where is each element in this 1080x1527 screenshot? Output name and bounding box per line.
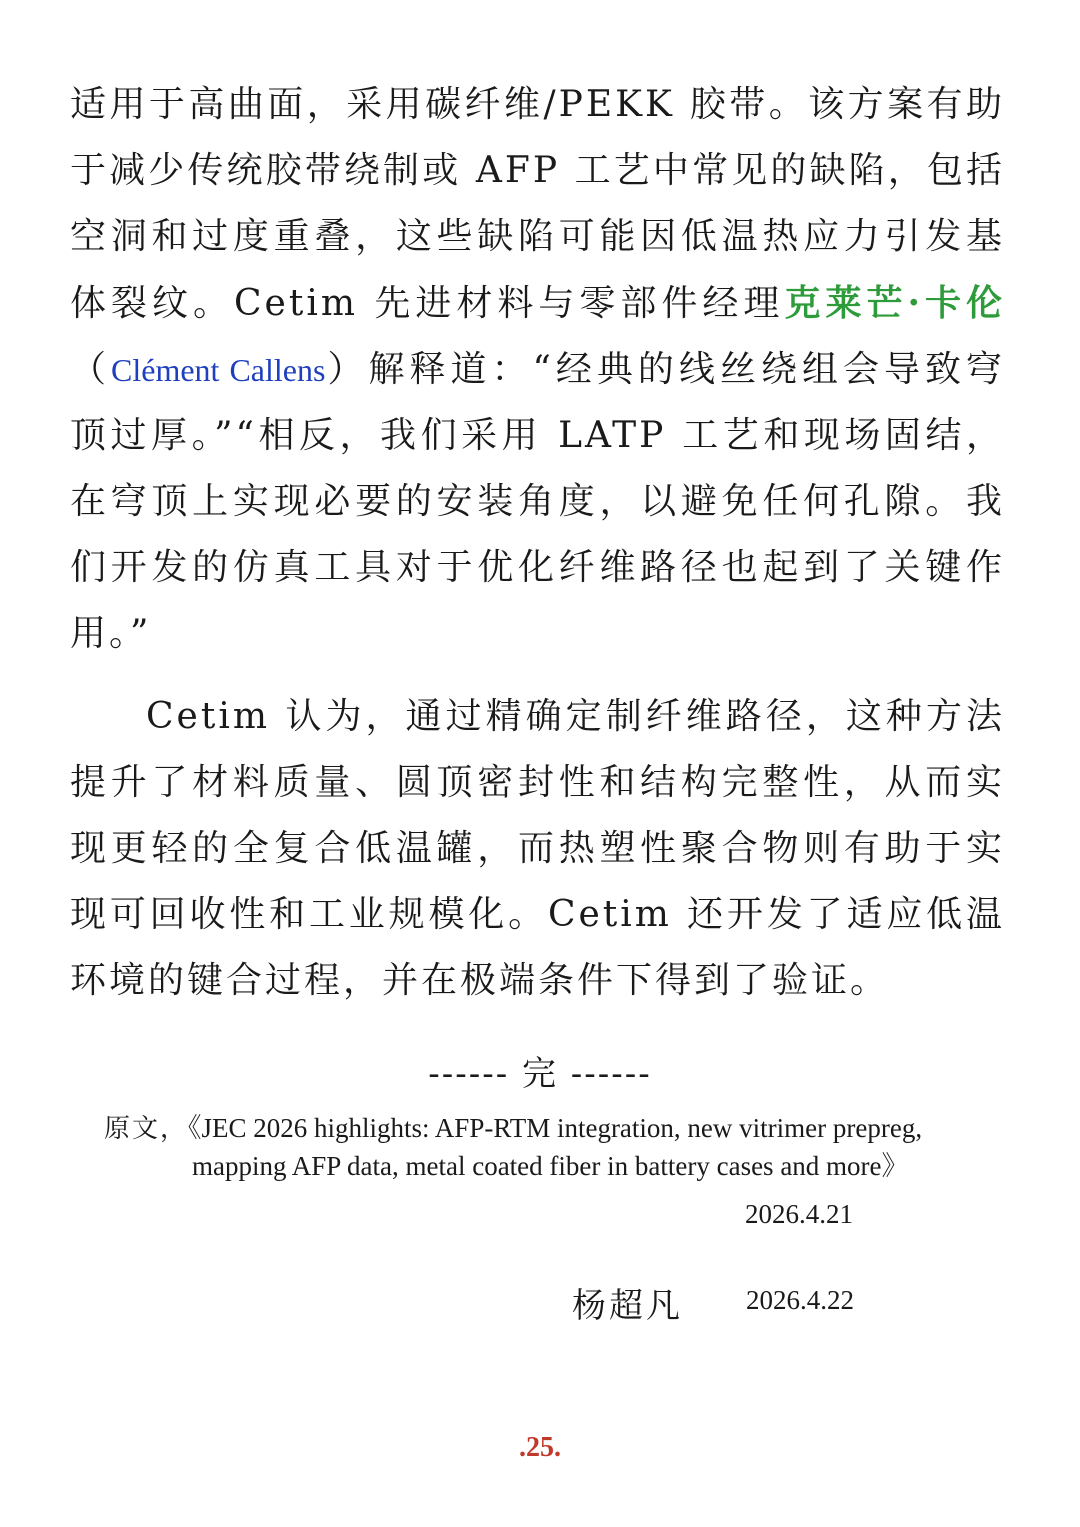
person-name-english: Clément Callens bbox=[111, 352, 326, 388]
person-name-chinese: 克莱芒·卡伦 bbox=[784, 282, 1005, 324]
source-title-line-1: 《JEC 2026 highlights: AFP-RTM integration, new vitrimer prepreg, bbox=[188, 1113, 923, 1143]
source-label: 原文， bbox=[104, 1114, 189, 1144]
page-number: .25. bbox=[519, 1432, 561, 1463]
article-paragraph-2: Cetim 认为，通过精确定制纤维路径，这种方法提升了材料质量、圆顶密封性和结构完整性，从而实现更轻的全复合低温罐，而热塑性聚合物则有助于实现可回收性和工业规模化。Cetim 还开发了适应低温环境的键合过程，并在极端条件下得到了验证。 bbox=[70, 696, 1005, 1001]
article-paragraph-1 bbox=[70, 72, 1005, 667]
source-title-line-2: mapping AFP data, metal coated fiber in battery cases and more》 bbox=[192, 1151, 909, 1181]
source-citation bbox=[104, 1110, 984, 1185]
source-date: 2026.4.21 bbox=[745, 1199, 853, 1229]
paren-close: ） bbox=[325, 349, 369, 390]
end-mark: ------ 完 ------ bbox=[428, 1054, 652, 1094]
paragraph-1-text-a: 适用于高曲面，采用碳纤维/PEKK 胶带。该方案有助于减少传统胶带绕制或 AFP 工艺中常见的缺陷，包括空洞和过度重叠，这些缺陷可能因低温热应力引发基体裂纹。Cetim 先进材料与零部件经理 bbox=[70, 84, 1005, 324]
source-line-1 bbox=[104, 1110, 984, 1148]
translator-name: 杨超凡 bbox=[572, 1286, 683, 1326]
paren-open: （ bbox=[70, 349, 112, 390]
translation-date: 2026.4.22 bbox=[746, 1285, 854, 1315]
paragraph-1-text-b: 解释道：“经典的线丝绕组会导致穹顶过厚。”“相反，我们采用 LATP 工艺和现场固结，在穹顶上实现必要的安装角度，以避免任何孔隙。我们开发的仿真工具对于优化纤维路径也起到了关键作用。” bbox=[70, 349, 1005, 654]
